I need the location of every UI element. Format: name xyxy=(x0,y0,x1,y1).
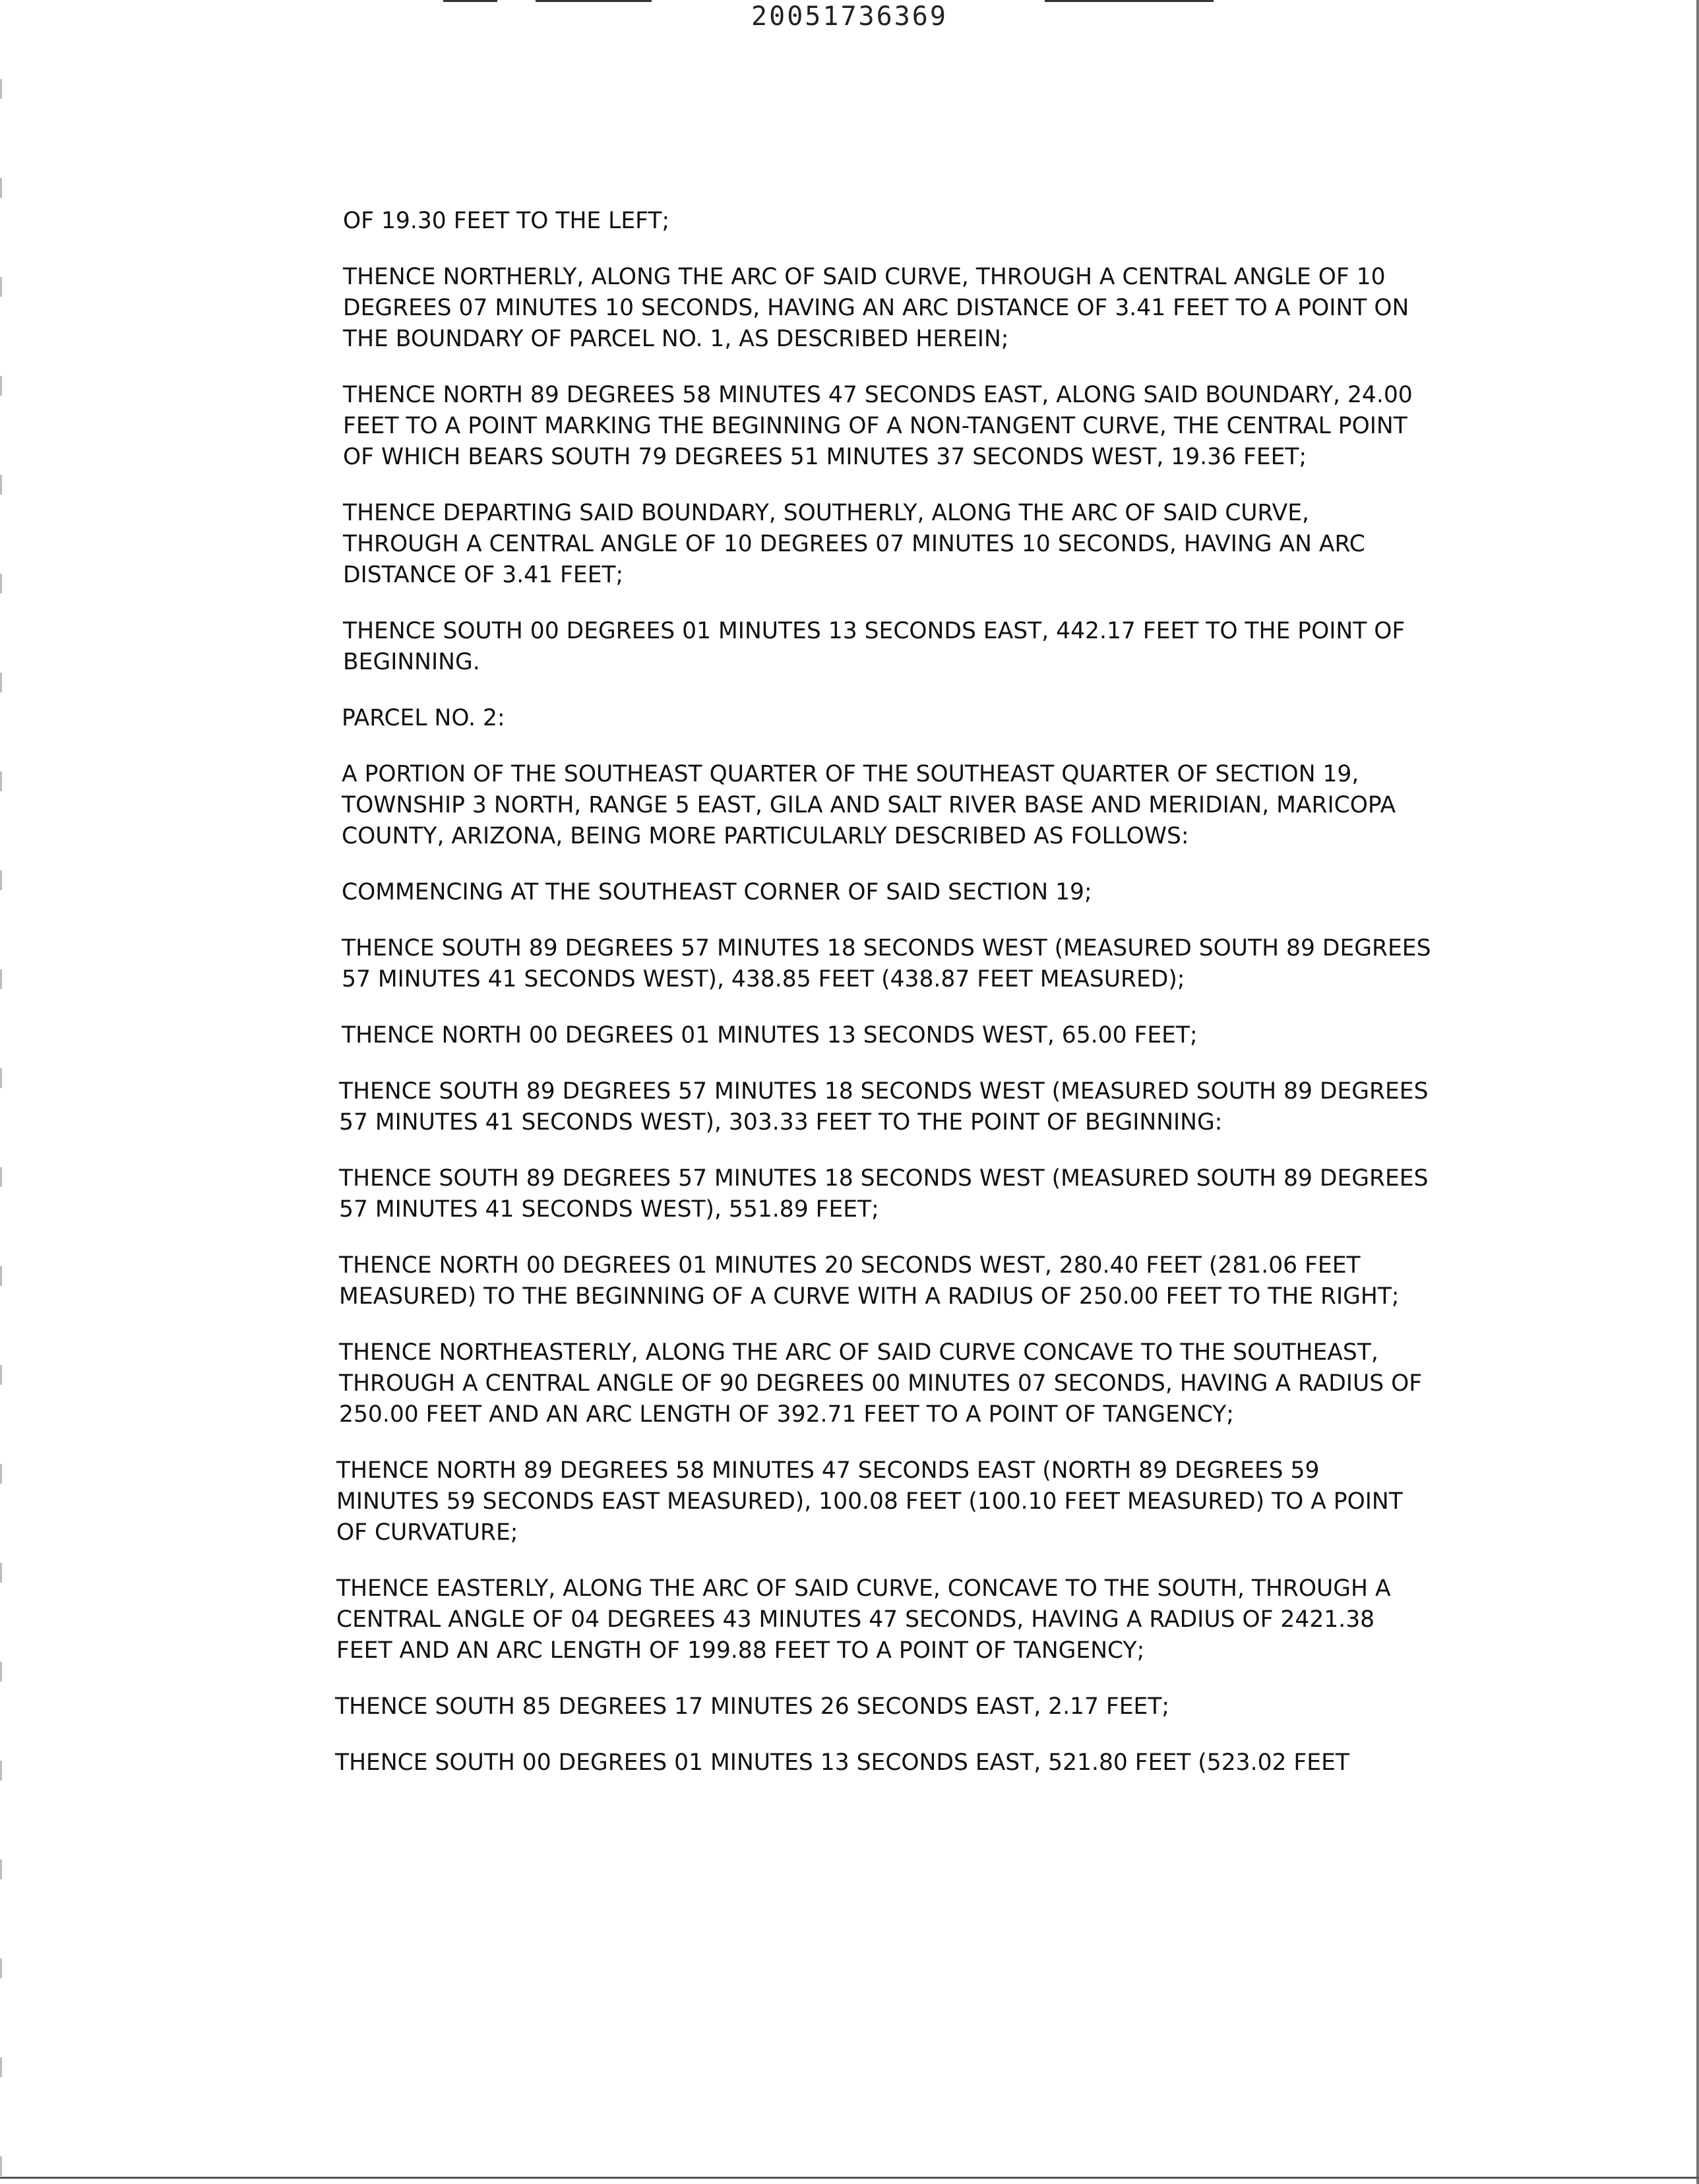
paragraph-course: THENCE NORTH 00 DEGREES 01 MINUTES 13 SECONDS WEST, 65.00 FEET; xyxy=(342,1022,1198,1048)
paragraph-course: THENCE SOUTH 89 DEGREES 57 MINUTES 18 SECONDS WEST (MEASURED SOUTH 89 DEGREES 57 MINUTES 41 SECONDS WEST), 303.33 FEET TO THE POINT OF BEGINNING: xyxy=(339,1078,1429,1136)
parcel-heading: PARCEL NO. 2: xyxy=(342,705,505,731)
paragraph-course: THENCE SOUTH 89 DEGREES 57 MINUTES 18 SECONDS WEST (MEASURED SOUTH 89 DEGREES 57 MINUTES 41 SECONDS WEST), 438.85 FEET (438.87 FEET MEASURED); xyxy=(342,935,1431,992)
paragraph-continuation: OF 19.30 FEET TO THE LEFT; xyxy=(343,208,670,234)
scan-bottom-edge xyxy=(0,2177,1699,2179)
paragraph-course: THENCE NORTH 00 DEGREES 01 MINUTES 20 SECONDS WEST, 280.40 FEET (281.06 FEET MEASURED) TO THE BEGINNING OF A CURVE WITH A RADIUS OF 250.00 FEET TO THE RIGHT; xyxy=(339,1252,1400,1310)
paragraph-commencing: COMMENCING AT THE SOUTHEAST CORNER OF SAID SECTION 19; xyxy=(342,879,1092,905)
paragraph-course: THENCE EASTERLY, ALONG THE ARC OF SAID CURVE, CONCAVE TO THE SOUTH, THROUGH A CENTRAL ANGLE OF 04 DEGREES 43 MINUTES 47 SECONDS, HAVING A RADIUS OF 2421.38 FEET AND AN ARC LENGTH OF 199.88 FEET TO A POINT OF TANGENCY; xyxy=(336,1575,1391,1664)
paragraph-course: THENCE NORTHEASTERLY, ALONG THE ARC OF SAID CURVE CONCAVE TO THE SOUTHEAST, THROUGH A CENTRAL ANGLE OF 90 DEGREES 00 MINUTES 07 SECONDS, HAVING A RADIUS OF 250.00 FEET AND AN ARC LENGTH OF 392.71 FEET TO A POINT OF TANGENCY; xyxy=(339,1339,1423,1428)
paragraph-course: THENCE NORTHERLY, ALONG THE ARC OF SAID CURVE, THROUGH A CENTRAL ANGLE OF 10 DEGREES 07 MINUTES 10 SECONDS, HAVING AN ARC DISTANCE OF 3.41 FEET TO A POINT ON THE BOUNDARY OF PARCEL NO. 1, AS DESCRIBED HEREIN; xyxy=(343,264,1409,352)
paragraph-course: THENCE SOUTH 85 DEGREES 17 MINUTES 26 SECONDS EAST, 2.17 FEET; xyxy=(335,1693,1170,1720)
paragraph-course: THENCE SOUTH 00 DEGREES 01 MINUTES 13 SECONDS EAST, 442.17 FEET TO THE POINT OF BEGINNING. xyxy=(343,618,1406,675)
paragraph-course: THENCE SOUTH 00 DEGREES 01 MINUTES 13 SECONDS EAST, 521.80 FEET (523.02 FEET xyxy=(335,1749,1349,1776)
paragraph-parcel-description: A PORTION OF THE SOUTHEAST QUARTER OF THE SOUTHEAST QUARTER OF SECTION 19, TOWNSHIP 3 NORTH, RANGE 5 EAST, GILA AND SALT RIVER BASE AND MERIDIAN, MARICOPA COUNTY, ARIZONA, BEING MORE PARTICULARLY DESCRIBED AS FOLLOWS: xyxy=(342,761,1396,849)
legal-description-body xyxy=(335,206,1491,1804)
paragraph-course: THENCE NORTH 89 DEGREES 58 MINUTES 47 SECONDS EAST, ALONG SAID BOUNDARY, 24.00 FEET TO A POINT MARKING THE BEGINNING OF A NON-TANGENT CURVE, THE CENTRAL POINT OF WHICH BEARS SOUTH 79 DEGREES 51 MINUTES 37 SECONDS WEST, 19.36 FEET; xyxy=(343,382,1413,470)
paragraph-course: THENCE NORTH 89 DEGREES 58 MINUTES 47 SECONDS EAST (NORTH 89 DEGREES 59 MINUTES 59 SECONDS EAST MEASURED), 100.08 FEET (100.10 FEET MEASURED) TO A POINT OF CURVATURE; xyxy=(336,1457,1403,1546)
scan-left-edge xyxy=(0,0,2,2184)
recording-number: 20051736369 xyxy=(751,1,948,32)
scan-right-edge xyxy=(1696,0,1699,2184)
paragraph-course: THENCE SOUTH 89 DEGREES 57 MINUTES 18 SECONDS WEST (MEASURED SOUTH 89 DEGREES 57 MINUTES 41 SECONDS WEST), 551.89 FEET; xyxy=(339,1165,1429,1223)
paragraph-course: THENCE DEPARTING SAID BOUNDARY, SOUTHERLY, ALONG THE ARC OF SAID CURVE, THROUGH A CENTRAL ANGLE OF 10 DEGREES 07 MINUTES 10 SECONDS, HAVING AN ARC DISTANCE OF 3.41 FEET; xyxy=(343,500,1365,588)
